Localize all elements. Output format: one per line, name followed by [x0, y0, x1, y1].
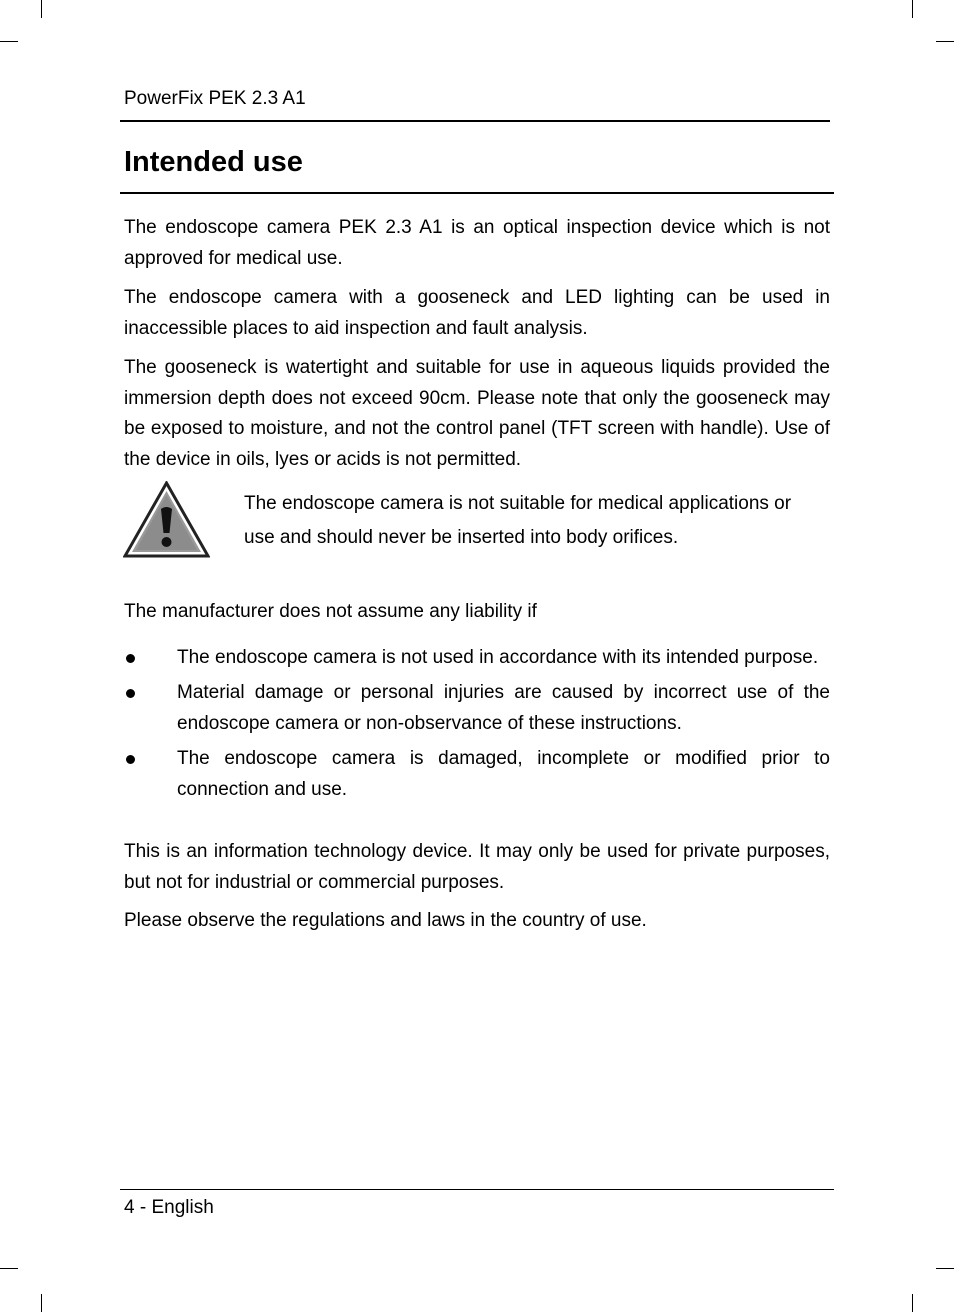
warning-text: The endoscope camera is not suitable for medical applications or use and should never be inserted into body orifices. — [244, 493, 792, 548]
list-item-text: Material damage or personal injuries are caused by incorrect use of the endoscope camera or non-observance of these instructions. — [177, 682, 830, 734]
paragraph-regulations: Please observe the regulations and laws in the country of use. — [124, 910, 647, 931]
running-header: PowerFix PEK 2.3 A1 — [124, 88, 306, 109]
list-item — [124, 642, 830, 673]
bullet-icon — [126, 654, 135, 663]
paragraph-gooseneck-use: The endoscope camera with a gooseneck and LED lighting can be used in inaccessible places to aid inspection and fault analysis. — [124, 287, 830, 339]
crop-mark — [41, 1294, 42, 1312]
list-item-text: The endoscope camera is not used in accordance with its intended purpose. — [177, 647, 819, 668]
crop-mark — [936, 41, 954, 42]
list-item — [124, 743, 830, 805]
bullet-icon — [126, 755, 135, 764]
page-number: 4 - English — [124, 1197, 214, 1218]
paragraph-intro: The endoscope camera PEK 2.3 A1 is an optical inspection device which is not approved for medical use. — [124, 217, 830, 269]
paragraph-watertight: The gooseneck is watertight and suitable for use in aqueous liquids provided the immersion depth does not exceed 90cm. Please note that only the gooseneck may be exposed to moisture, and not the control panel (TFT screen with handle). Use of the device in oils, lyes or acids is not permitted. — [124, 357, 830, 470]
warning-triangle-icon — [123, 481, 210, 558]
list-item — [124, 677, 830, 739]
crop-mark — [0, 41, 18, 42]
bullet-icon — [126, 689, 135, 698]
crop-mark — [936, 1268, 954, 1269]
crop-mark — [41, 0, 42, 18]
list-item-text: The endoscope camera is damaged, incomplete or modified prior to connection and use. — [177, 748, 830, 800]
crop-mark — [912, 1294, 913, 1312]
section-title: Intended use — [124, 146, 303, 178]
crop-mark — [0, 1268, 18, 1269]
liability-list — [124, 642, 830, 809]
paragraph-it-device: This is an information technology device. It may only be used for private purposes, but not for industrial or commercial purposes. — [124, 841, 830, 893]
header-rule — [120, 120, 830, 122]
title-rule — [120, 192, 834, 194]
crop-mark — [912, 0, 913, 18]
footer-rule — [120, 1189, 834, 1190]
liability-intro: The manufacturer does not assume any liability if — [124, 601, 537, 622]
